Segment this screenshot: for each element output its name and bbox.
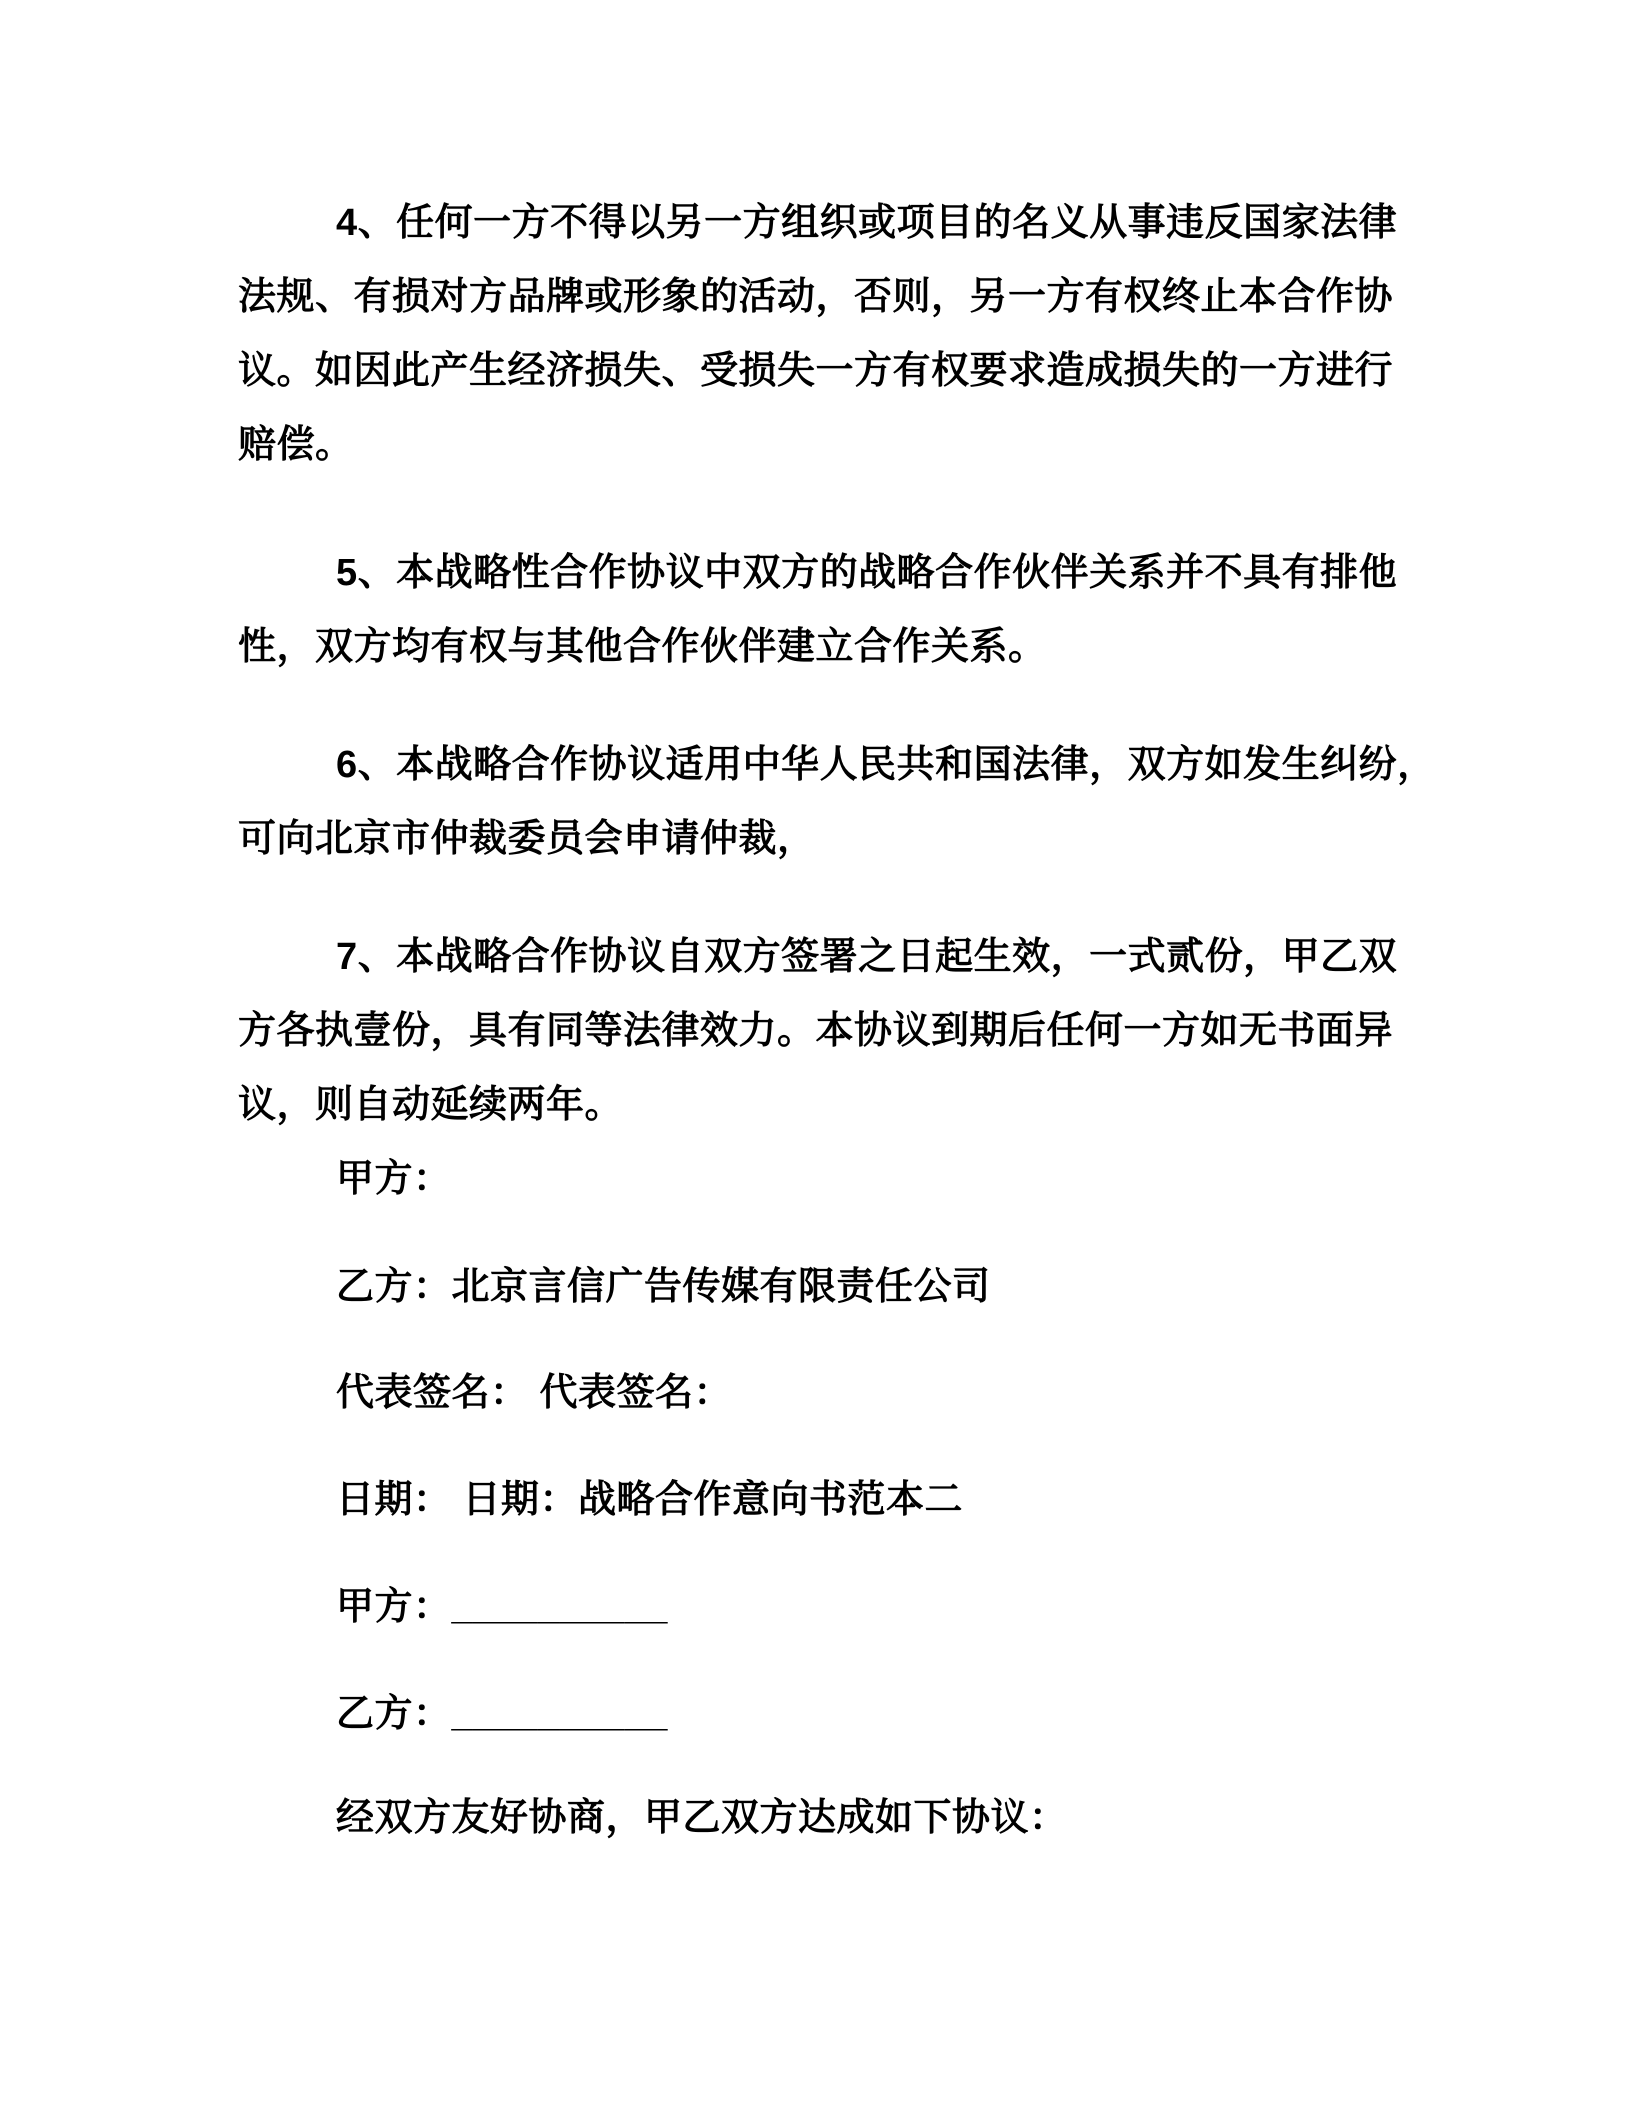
- representative-signature-line: 代表签名： 代表签名：: [336, 1372, 733, 1414]
- date-line: 日期： 日期：战略合作意向书范本二: [336, 1479, 964, 1521]
- clause-6-line-1: 6、本战略合作协议适用中华人民共和国法律，双方如发生纠纷，: [336, 744, 1436, 786]
- party-b-company-line: 乙方：北京言信广告传媒有限责任公司: [336, 1266, 991, 1308]
- clause-5-line-1: 5、本战略性合作协议中双方的战略合作伙伴关系并不具有排他: [336, 552, 1398, 594]
- clause-4-line-3: 议。如因此产生经济损失、受损失一方有权要求造成损失的一方进行: [238, 350, 1394, 392]
- clause-6-line-2: 可向北京市仲裁委员会申请仲裁，: [238, 818, 816, 860]
- clause-5-line-2: 性，双方均有权与其他合作伙伴建立合作关系。: [238, 626, 1047, 668]
- clause-7-line-2: 方各执壹份，具有同等法律效力。本协议到期后任何一方如无书面异: [238, 1010, 1394, 1052]
- clause-7-line-1: 7、本战略合作协议自双方签署之日起生效，一式贰份，甲乙双: [336, 936, 1398, 978]
- party-b-blank-line: 乙方：__________: [336, 1693, 668, 1735]
- clause-4-line-1: 4、任何一方不得以另一方组织或项目的名义从事违反国家法律: [336, 202, 1398, 244]
- clause-7-line-3: 议，则自动延续两年。: [238, 1084, 624, 1126]
- agreement-intro-line: 经双方友好协商，甲乙双方达成如下协议：: [336, 1797, 1068, 1839]
- clause-4-line-2: 法规、有损对方品牌或形象的活动，否则，另一方有权终止本合作协: [238, 276, 1394, 318]
- clause-4-line-4: 赔偿。: [238, 424, 354, 466]
- party-a-blank-line: 甲方：__________: [336, 1586, 668, 1628]
- party-a-label: 甲方：: [336, 1158, 452, 1200]
